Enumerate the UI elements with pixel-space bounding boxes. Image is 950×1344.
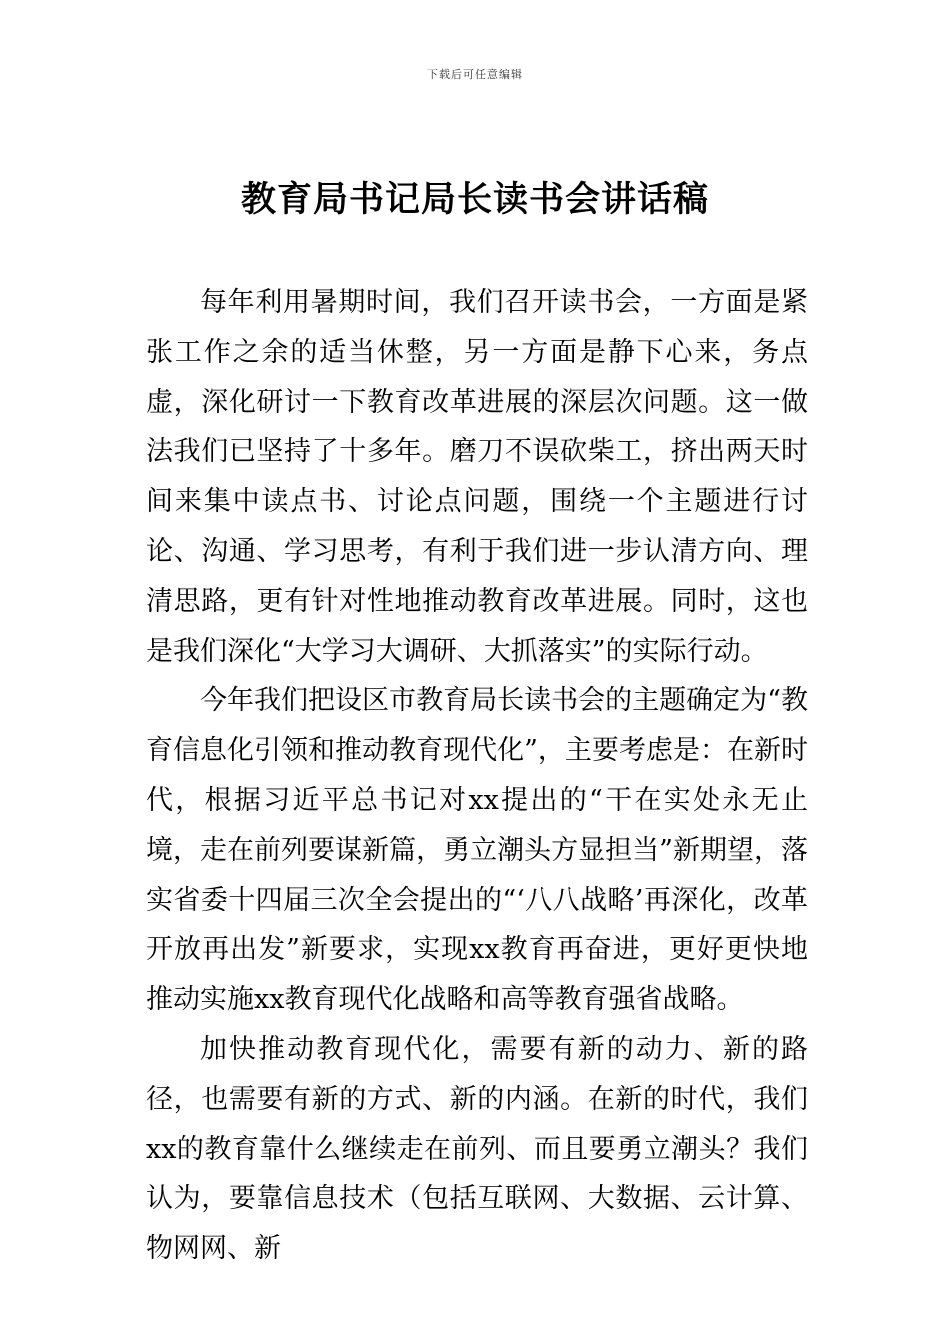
document-body: [146, 278, 808, 1274]
document-title: 教育局书记局长读书会讲话稿: [240, 179, 709, 220]
paragraph: 每年利用暑期时间，我们召开读书会，一方面是紧张工作之余的适当休整，另一方面是静下心来，务点虚，深化研讨一下教育改革进展的深层次问题。这一做法我们已坚持了十多年。磨刀不误砍柴工，挤出两天时间来集中读点书、讨论点问题，围绕一个主题进行讨论、沟通、学习思考，有利于我们进一步认清方向、理清思路，更有针对性地推动教育改革进展。同时，这也是我们深化“大学习大调研、大抓落实”的实际行动。: [146, 287, 808, 667]
paragraph: 今年我们把设区市教育局长读书会的主题确定为“教育信息化引领和推动教育现代化”，主要考虑是：在新时代，根据习近平总书记对xx提出的“干在实处永无止境，走在前列要谋新篇，勇立潮头方显担当”新期望，落实省委十四届三次全会提出的“‘八八战略’再深化，改革开放再出发”新要求，实现xx教育再奋进，更好更快地推动实施xx教育现代化战略和高等教育强省战略。: [146, 685, 808, 1016]
paragraph: 加快推动教育现代化，需要有新的动力、新的路径，也需要有新的方式、新的内涵。在新的时代，我们xx的教育靠什么继续走在前列、而且要勇立潮头？我们认为，要靠信息技术（包括互联网、大数据、云计算、物网网、新: [146, 1033, 808, 1265]
header-note: 下载后可任意编辑: [427, 68, 523, 81]
